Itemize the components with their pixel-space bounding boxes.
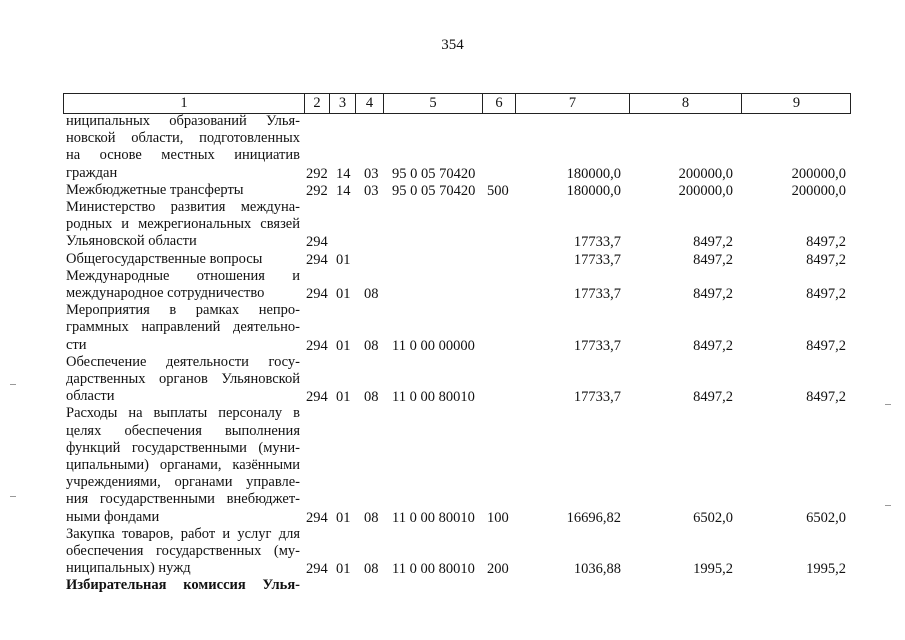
row-description bbox=[66, 251, 300, 268]
description-line: ниципальных образований Улья- bbox=[66, 113, 300, 129]
cell-c8: 8497,2 bbox=[693, 251, 733, 268]
scan-mark bbox=[10, 384, 16, 385]
cell-c7: 17733,7 bbox=[573, 251, 621, 268]
row-description bbox=[66, 354, 300, 406]
scan-mark bbox=[885, 505, 891, 506]
description-line: Закупка товаров, работ и услуг для bbox=[66, 525, 300, 542]
cell-c6: 200 bbox=[487, 561, 509, 578]
description-line: граммных направлений деятельно- bbox=[66, 319, 300, 336]
cell-c9: 6502,0 bbox=[806, 509, 846, 526]
page-number: 354 bbox=[441, 37, 464, 53]
header-col-6: 6 bbox=[482, 94, 515, 113]
cell-c7: 180000,0 bbox=[566, 182, 621, 199]
description-line: функций государственными (муни- bbox=[66, 439, 300, 456]
description-line: обеспечения государственных (му- bbox=[66, 542, 300, 559]
header-col-8: 8 bbox=[629, 94, 741, 113]
cell-c8: 200000,0 bbox=[678, 182, 733, 199]
cell-c7: 17733,7 bbox=[573, 389, 621, 406]
header-col-7: 7 bbox=[515, 94, 629, 113]
cell-c5: 95 0 05 70420 bbox=[392, 182, 476, 199]
header-col-1: 1 bbox=[180, 95, 188, 111]
row-description bbox=[66, 577, 300, 594]
cell-c2: 294 bbox=[306, 251, 328, 268]
header-col-9: 9 bbox=[741, 94, 851, 113]
cell-c4: 08 bbox=[364, 286, 379, 302]
description-line: ными фондами bbox=[66, 508, 160, 525]
scan-mark bbox=[885, 404, 891, 405]
description-line: Обеспечение деятельности госу- bbox=[66, 353, 300, 370]
cell-c5: 95 0 05 70420 bbox=[392, 165, 476, 182]
description-line: учреждениями, органами управле- bbox=[66, 474, 300, 491]
cell-c7: 180000,0 bbox=[566, 165, 621, 182]
description-line: Министерство развития междуна- bbox=[66, 199, 300, 215]
cell-c5: 11 0 00 80010 bbox=[392, 509, 475, 526]
description-line: Расходы на выплаты персоналу в bbox=[66, 405, 300, 422]
cell-c4: 03 bbox=[364, 165, 379, 182]
cell-c7: 17733,7 bbox=[573, 234, 621, 251]
cell-c9: 8497,2 bbox=[806, 234, 846, 251]
row-description bbox=[66, 182, 300, 199]
cell-c7: 1036,88 bbox=[573, 561, 621, 578]
description-line: целях обеспечения выполнения bbox=[66, 422, 300, 439]
description-line: на основе местных инициатив bbox=[66, 147, 300, 164]
cell-c2: 292 bbox=[306, 165, 328, 182]
cell-c3: 01 bbox=[336, 337, 351, 354]
cell-c8: 8497,2 bbox=[693, 389, 733, 406]
cell-c7: 17733,7 bbox=[573, 337, 621, 354]
row-description bbox=[66, 405, 300, 525]
description-line: сти bbox=[66, 336, 87, 353]
cell-c3: 14 bbox=[336, 165, 351, 182]
cell-c8: 200000,0 bbox=[678, 165, 733, 182]
description-line: дарственных органов Ульяновской bbox=[66, 370, 300, 387]
description-line: родных и межрегиональных связей bbox=[66, 216, 300, 233]
cell-c2: 294 bbox=[306, 337, 328, 354]
cell-c3: 14 bbox=[336, 182, 351, 199]
cell-c3: 01 bbox=[336, 561, 351, 578]
cell-c8: 8497,2 bbox=[693, 234, 733, 251]
cell-c8: 1995,2 bbox=[693, 561, 733, 578]
cell-c9: 8497,2 bbox=[806, 337, 846, 354]
cell-c4: 08 bbox=[364, 509, 379, 526]
cell-c2: 294 bbox=[306, 389, 328, 406]
cell-c6: 500 bbox=[487, 182, 509, 199]
cell-c4: 03 bbox=[364, 182, 379, 199]
row-description bbox=[66, 526, 300, 578]
description-line: новской области, подготовленных bbox=[66, 130, 300, 147]
description-line: Ульяновской области bbox=[66, 233, 197, 250]
cell-c5: 11 0 00 80010 bbox=[392, 389, 475, 406]
scan-mark bbox=[10, 496, 16, 497]
cell-c2: 292 bbox=[306, 182, 328, 199]
header-col-2: 2 bbox=[304, 94, 329, 113]
cell-c5: 11 0 00 80010 bbox=[392, 561, 475, 578]
cell-c9: 8497,2 bbox=[806, 251, 846, 268]
description-line: ния государственными внебюджет- bbox=[66, 491, 300, 508]
cell-c9: 200000,0 bbox=[791, 182, 846, 199]
cell-c9: 8497,2 bbox=[806, 286, 846, 302]
cell-c6: 100 bbox=[487, 509, 509, 526]
cell-c3: 01 bbox=[336, 509, 351, 526]
header-col-5: 5 bbox=[383, 94, 482, 113]
cell-c4: 08 bbox=[364, 561, 379, 578]
description-line: международное сотрудничество bbox=[66, 284, 265, 301]
description-line: Избирательная комиссия Улья- bbox=[66, 577, 300, 594]
cell-c4: 08 bbox=[364, 337, 379, 354]
description-line: ниципальных) нужд bbox=[66, 560, 191, 577]
description-line: Мероприятия в рамках непро- bbox=[66, 302, 300, 319]
cell-c2: 294 bbox=[306, 234, 328, 251]
cell-c4: 08 bbox=[364, 389, 379, 406]
cell-c9: 8497,2 bbox=[806, 389, 846, 406]
description-line: граждан bbox=[66, 164, 118, 181]
cell-c8: 8497,2 bbox=[693, 337, 733, 354]
header-col-3: 3 bbox=[329, 94, 355, 113]
cell-c3: 01 bbox=[336, 389, 351, 406]
description-line: Международные отношения и bbox=[66, 267, 300, 284]
cell-c8: 6502,0 bbox=[693, 509, 733, 526]
cell-c3: 01 bbox=[336, 286, 351, 302]
cell-c2: 294 bbox=[306, 286, 328, 302]
row-description bbox=[66, 268, 300, 302]
description-line: области bbox=[66, 388, 115, 405]
cell-c7: 17733,7 bbox=[573, 286, 621, 302]
cell-c9: 1995,2 bbox=[806, 561, 846, 578]
row-description bbox=[66, 199, 300, 251]
description-line: Общегосударственные вопросы bbox=[66, 250, 263, 267]
cell-c3: 01 bbox=[336, 251, 351, 268]
cell-c9: 200000,0 bbox=[791, 165, 846, 182]
cell-c7: 16696,82 bbox=[566, 509, 621, 526]
description-line: ципальными) органами, казёнными bbox=[66, 456, 300, 473]
table-header bbox=[63, 93, 851, 114]
row-description bbox=[66, 113, 300, 182]
cell-c2: 294 bbox=[306, 561, 328, 578]
header-col-4: 4 bbox=[355, 94, 383, 113]
description-line: Межбюджетные трансферты bbox=[66, 181, 244, 198]
cell-c8: 8497,2 bbox=[693, 286, 733, 302]
cell-c2: 294 bbox=[306, 509, 328, 526]
row-description bbox=[66, 302, 300, 354]
cell-c5: 11 0 00 00000 bbox=[392, 337, 475, 354]
